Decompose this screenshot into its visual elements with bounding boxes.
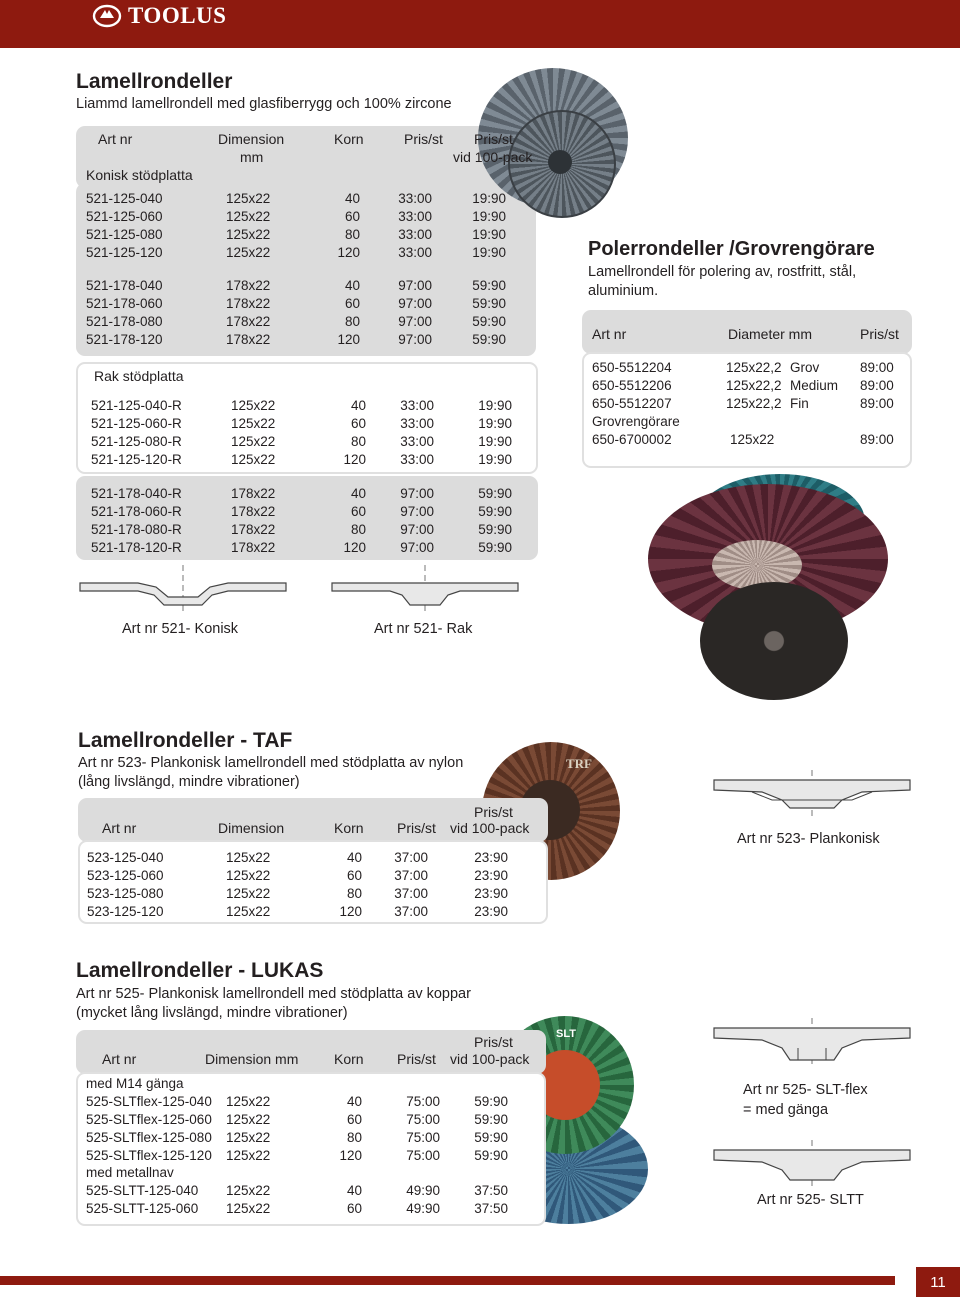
caption-slt-flex-note: = med gänga bbox=[743, 1102, 829, 1118]
lukas-metall-row-cell: 37:50 bbox=[474, 1183, 508, 1198]
konisk-178-row-cell: 178x22 bbox=[226, 296, 271, 311]
lukas-metall-row-cell: 60 bbox=[346, 1201, 362, 1216]
taf-row-cell: 60 bbox=[346, 868, 362, 883]
konisk-178-row-cell: 521-178-060 bbox=[86, 296, 163, 311]
rak-178-row-cell: 178x22 bbox=[231, 540, 276, 555]
konisk-178-row-cell: 178x22 bbox=[226, 278, 271, 293]
konisk-125-row-cell: 33:00 bbox=[398, 209, 432, 224]
lukas-m14-row-cell: 525-SLTflex-125-060 bbox=[86, 1112, 212, 1127]
konisk-178-row-cell: 60 bbox=[344, 296, 360, 311]
lukas-m14-row-cell: 125x22 bbox=[226, 1112, 271, 1127]
rak-125-row-cell: 80 bbox=[350, 434, 366, 449]
konisk-125-row-cell: 33:00 bbox=[398, 245, 432, 260]
konisk-178-row-cell: 521-178-040 bbox=[86, 278, 163, 293]
lukas-m14-row-cell: 40 bbox=[346, 1094, 362, 1109]
rak-125-row-cell: 521-125-040-R bbox=[91, 398, 182, 413]
section-subtitle: Liammd lamellrondell med glasfiberrygg och 100% zircone bbox=[76, 96, 452, 112]
rak-178-row-cell: 521-178-040-R bbox=[91, 486, 182, 501]
konisk-125-row-cell: 521-125-120 bbox=[86, 245, 163, 260]
lukas-header-pris: Pris/st bbox=[397, 1051, 436, 1067]
konisk-178-row-cell: 521-178-080 bbox=[86, 314, 163, 329]
rak-178-row-cell: 59:90 bbox=[478, 504, 512, 519]
konisk-178-row-cell: 59:90 bbox=[472, 314, 506, 329]
konisk-178-row-cell: 97:00 bbox=[398, 314, 432, 329]
rak-125-row-cell: 125x22 bbox=[231, 434, 276, 449]
group-label-grovrengorare: Grovrengörare bbox=[592, 414, 680, 429]
konisk-178-row-cell: 59:90 bbox=[472, 332, 506, 347]
taf-row-cell: 23:90 bbox=[474, 904, 508, 919]
taf-header-korn: Korn bbox=[334, 820, 364, 836]
rak-125-row-cell: 33:00 bbox=[400, 452, 434, 467]
polerrondeller-subtitle-1: Lamellrondell för polering av, rostfritt, stål, bbox=[588, 264, 857, 280]
rak-178-row-cell: 97:00 bbox=[400, 540, 434, 555]
rak-178-row-cell: 120 bbox=[343, 540, 366, 555]
polerrondeller-row-cell: 125x22,2 bbox=[726, 360, 782, 375]
taf-row-cell: 125x22 bbox=[226, 904, 271, 919]
lukas-m14-row-cell: 60 bbox=[346, 1112, 362, 1127]
taf-row-cell: 120 bbox=[339, 904, 362, 919]
rak-178-row-cell: 59:90 bbox=[478, 522, 512, 537]
lukas-m14-row-cell: 75:00 bbox=[406, 1148, 440, 1163]
lukas-metall-row-cell: 125x22 bbox=[226, 1183, 271, 1198]
section-title-lukas: Lamellrondeller - LUKAS bbox=[76, 959, 324, 982]
konisk-125-row-cell: 33:00 bbox=[398, 227, 432, 242]
konisk-178-row-cell: 97:00 bbox=[398, 296, 432, 311]
rak-125-row-cell: 19:90 bbox=[478, 452, 512, 467]
rak-178-row-cell: 521-178-080-R bbox=[91, 522, 182, 537]
caption-rak: Art nr 521- Rak bbox=[374, 621, 473, 637]
page-number: 11 bbox=[916, 1267, 960, 1297]
lukas-m14-row-cell: 59:90 bbox=[474, 1148, 508, 1163]
lukas-m14-row-cell: 59:90 bbox=[474, 1094, 508, 1109]
polerrondeller-row-cell: 89:00 bbox=[860, 378, 894, 393]
konisk-125-row-cell: 125x22 bbox=[226, 191, 271, 206]
taf-header-pack-size: vid 100-pack bbox=[450, 820, 530, 836]
taf-row-cell: 23:90 bbox=[474, 868, 508, 883]
konisk-178-row-cell: 97:00 bbox=[398, 278, 432, 293]
polerrondeller-row-cell: 650-5512207 bbox=[592, 396, 672, 411]
rak-178-row-cell: 178x22 bbox=[231, 522, 276, 537]
col-header-pris: Pris/st bbox=[404, 131, 443, 147]
lukas-subtitle-1: Art nr 525- Plankonisk lamellrondell med stödplatta av koppar bbox=[76, 986, 471, 1002]
rak-178-row-cell: 80 bbox=[350, 522, 366, 537]
group-label-m14: med M14 gänga bbox=[86, 1076, 184, 1091]
brand-logo-icon bbox=[92, 4, 122, 28]
taf-row-cell: 80 bbox=[346, 886, 362, 901]
col-header-korn: Korn bbox=[334, 131, 364, 147]
caption-sltt: Art nr 525- SLTT bbox=[757, 1192, 864, 1208]
rak-125-row-cell: 125x22 bbox=[231, 416, 276, 431]
polerrondeller-subtitle-2: aluminium. bbox=[588, 283, 659, 299]
konisk-178-row-cell: 521-178-120 bbox=[86, 332, 163, 347]
lukas-header-korn: Korn bbox=[334, 1051, 364, 1067]
rak-178-row-cell: 59:90 bbox=[478, 540, 512, 555]
lukas-header-dimension: Dimension mm bbox=[205, 1051, 299, 1067]
konisk-125-row-cell: 120 bbox=[337, 245, 360, 260]
polerrondeller-row-cell: Fin bbox=[790, 396, 809, 411]
konisk-125-row-cell: 33:00 bbox=[398, 191, 432, 206]
rak-178-row-cell: 97:00 bbox=[400, 522, 434, 537]
lukas-m14-row-cell: 525-SLTflex-125-080 bbox=[86, 1130, 212, 1145]
taf-row-cell: 523-125-040 bbox=[87, 850, 164, 865]
caption-konisk: Art nr 521- Konisk bbox=[122, 621, 239, 637]
taf-disc-label: TRF bbox=[566, 756, 592, 771]
konisk-178-row-cell: 178x22 bbox=[226, 332, 271, 347]
konisk-178-row-cell: 120 bbox=[337, 332, 360, 347]
col-header-pris-pack: Pris/st bbox=[474, 131, 513, 147]
grov-art: 650-6700002 bbox=[592, 432, 672, 447]
pol-header-pris: Pris/st bbox=[860, 326, 899, 342]
taf-header-pris-pack: Pris/st bbox=[474, 804, 513, 820]
rak-125-row-cell: 19:90 bbox=[478, 398, 512, 413]
polerrondeller-row-cell: Grov bbox=[790, 360, 820, 375]
lukas-metall-row-cell: 525-SLTT-125-060 bbox=[86, 1201, 199, 1216]
taf-header-pris: Pris/st bbox=[397, 820, 436, 836]
caption-plankonisk: Art nr 523- Plankonisk bbox=[737, 831, 880, 847]
lukas-m14-row-cell: 75:00 bbox=[406, 1094, 440, 1109]
rak-125-row-cell: 521-125-080-R bbox=[91, 434, 182, 449]
taf-row-cell: 37:00 bbox=[394, 904, 428, 919]
rak-125-row-cell: 125x22 bbox=[231, 398, 276, 413]
rak-178-row-cell: 97:00 bbox=[400, 486, 434, 501]
konisk-178-row-cell: 40 bbox=[344, 278, 360, 293]
sltt-profile-drawing bbox=[712, 1140, 912, 1188]
lukas-m14-row-cell: 525-SLTflex-125-040 bbox=[86, 1094, 212, 1109]
lukas-metall-row-cell: 125x22 bbox=[226, 1201, 271, 1216]
rak-125-row-cell: 33:00 bbox=[400, 416, 434, 431]
rak-profile-drawing bbox=[330, 565, 520, 613]
lukas-m14-row-cell: 125x22 bbox=[226, 1148, 271, 1163]
konisk-178-row-cell: 80 bbox=[344, 314, 360, 329]
col-header-pack-size: vid 100-pack bbox=[453, 149, 533, 165]
taf-row-cell: 37:00 bbox=[394, 868, 428, 883]
polerrondeller-row-cell: 89:00 bbox=[860, 396, 894, 411]
section-title-taf: Lamellrondeller - TAF bbox=[78, 729, 293, 752]
caption-slt-flex: Art nr 525- SLT-flex bbox=[743, 1082, 868, 1098]
taf-header-art: Art nr bbox=[102, 820, 137, 836]
taf-row-cell: 37:00 bbox=[394, 850, 428, 865]
rak-178-row-cell: 40 bbox=[350, 486, 366, 501]
konisk-178-row-cell: 97:00 bbox=[398, 332, 432, 347]
rak-125-row-cell: 521-125-060-R bbox=[91, 416, 182, 431]
lukas-m14-row-cell: 525-SLTflex-125-120 bbox=[86, 1148, 212, 1163]
konisk-125-row-cell: 19:90 bbox=[472, 227, 506, 242]
group-label-rak: Rak stödplatta bbox=[94, 368, 184, 384]
taf-row-cell: 523-125-120 bbox=[87, 904, 164, 919]
konisk-125-row-cell: 19:90 bbox=[472, 191, 506, 206]
lukas-m14-row-cell: 80 bbox=[346, 1130, 362, 1145]
taf-row-cell: 125x22 bbox=[226, 886, 271, 901]
col-header-art: Art nr bbox=[98, 131, 133, 147]
brand-logo bbox=[92, 2, 226, 30]
lukas-metall-row-cell: 37:50 bbox=[474, 1201, 508, 1216]
lukas-disc-label: SLT bbox=[556, 1028, 576, 1040]
taf-row-cell: 37:00 bbox=[394, 886, 428, 901]
rak-178-row-cell: 60 bbox=[350, 504, 366, 519]
taf-row-cell: 523-125-080 bbox=[87, 886, 164, 901]
rak-125-row-cell: 521-125-120-R bbox=[91, 452, 182, 467]
konisk-125-row-cell: 40 bbox=[344, 191, 360, 206]
pol-header-diameter: Diameter mm bbox=[728, 326, 813, 342]
rak-125-row-cell: 125x22 bbox=[231, 452, 276, 467]
rak-178-row-cell: 97:00 bbox=[400, 504, 434, 519]
lukas-m14-row-cell: 59:90 bbox=[474, 1112, 508, 1127]
rak-125-row-cell: 19:90 bbox=[478, 434, 512, 449]
taf-subtitle-2: (lång livslängd, mindre vibrationer) bbox=[78, 774, 300, 790]
rak-178-row-cell: 521-178-060-R bbox=[91, 504, 182, 519]
rak-125-row-cell: 33:00 bbox=[400, 398, 434, 413]
konisk-125-row-cell: 521-125-060 bbox=[86, 209, 163, 224]
konisk-profile-drawing bbox=[78, 565, 288, 613]
rak-178-row-cell: 178x22 bbox=[231, 486, 276, 501]
lukas-header-art: Art nr bbox=[102, 1051, 137, 1067]
lukas-m14-row-cell: 125x22 bbox=[226, 1130, 271, 1145]
rak-125-row-cell: 60 bbox=[350, 416, 366, 431]
rak-125-row-cell: 33:00 bbox=[400, 434, 434, 449]
polerrondeller-row-cell: 125x22,2 bbox=[726, 396, 782, 411]
footer-bar bbox=[0, 1276, 895, 1285]
konisk-178-row-cell: 59:90 bbox=[472, 278, 506, 293]
brand-name: TOOLUS bbox=[128, 3, 227, 28]
rak-125-row-cell: 19:90 bbox=[478, 416, 512, 431]
plankonisk-profile-drawing bbox=[712, 770, 912, 820]
taf-row-cell: 40 bbox=[346, 850, 362, 865]
lukas-header-pack-size: vid 100-pack bbox=[450, 1051, 530, 1067]
lukas-m14-row-cell: 120 bbox=[339, 1148, 362, 1163]
rak-178-row-cell: 178x22 bbox=[231, 504, 276, 519]
taf-row-cell: 523-125-060 bbox=[87, 868, 164, 883]
grov-dim: 125x22 bbox=[730, 432, 775, 447]
konisk-125-row-cell: 19:90 bbox=[472, 245, 506, 260]
lukas-metall-row-cell: 40 bbox=[346, 1183, 362, 1198]
lukas-metall-row-cell: 49:90 bbox=[406, 1183, 440, 1198]
rak-125-row-cell: 120 bbox=[343, 452, 366, 467]
grov-pris: 89:00 bbox=[860, 432, 894, 447]
taf-row-cell: 125x22 bbox=[226, 868, 271, 883]
konisk-125-row-cell: 125x22 bbox=[226, 227, 271, 242]
lukas-m14-row-cell: 59:90 bbox=[474, 1130, 508, 1145]
section-title-polerrondeller: Polerrondeller /Grovrengörare bbox=[588, 238, 875, 260]
polerrondeller-row-cell: 125x22,2 bbox=[726, 378, 782, 393]
konisk-178-row-cell: 178x22 bbox=[226, 314, 271, 329]
col-header-dimension: Dimension bbox=[218, 131, 285, 147]
taf-header-dimension: Dimension bbox=[218, 820, 285, 836]
konisk-125-row-cell: 80 bbox=[344, 227, 360, 242]
rak-178-row-cell: 521-178-120-R bbox=[91, 540, 182, 555]
taf-row-cell: 125x22 bbox=[226, 850, 271, 865]
rak-125-row-cell: 40 bbox=[350, 398, 366, 413]
konisk-125-row-cell: 521-125-080 bbox=[86, 227, 163, 242]
konisk-125-row-cell: 125x22 bbox=[226, 245, 271, 260]
group-label-konisk: Konisk stödplatta bbox=[86, 167, 193, 183]
polerrondeller-row-cell: 650-5512206 bbox=[592, 378, 672, 393]
lukas-metall-row-cell: 49:90 bbox=[406, 1201, 440, 1216]
flap-disc-decor bbox=[524, 70, 544, 90]
section-title-lamellrondeller: Lamellrondeller bbox=[76, 70, 233, 93]
lukas-subtitle-2: (mycket lång livslängd, mindre vibrationer) bbox=[76, 1005, 348, 1021]
konisk-125-row-cell: 521-125-040 bbox=[86, 191, 163, 206]
konisk-125-row-cell: 125x22 bbox=[226, 209, 271, 224]
polerrondeller-row-cell: 650-5512204 bbox=[592, 360, 672, 375]
polerrondeller-row-cell: Medium bbox=[790, 378, 839, 393]
konisk-178-row-cell: 59:90 bbox=[472, 296, 506, 311]
lukas-header-pris-pack: Pris/st bbox=[474, 1034, 513, 1050]
konisk-125-row-cell: 60 bbox=[344, 209, 360, 224]
cleaning-disc-black bbox=[700, 582, 848, 700]
konisk-125-row-cell: 19:90 bbox=[472, 209, 506, 224]
lukas-metall-row-cell: 525-SLTT-125-040 bbox=[86, 1183, 199, 1198]
lukas-m14-row-cell: 125x22 bbox=[226, 1094, 271, 1109]
taf-subtitle-1: Art nr 523- Plankonisk lamellrondell med stödplatta av nylon bbox=[78, 755, 464, 771]
slt-flex-profile-drawing bbox=[712, 1018, 912, 1068]
polerrondeller-row-cell: 89:00 bbox=[860, 360, 894, 375]
lukas-m14-row-cell: 75:00 bbox=[406, 1130, 440, 1145]
taf-row-cell: 23:90 bbox=[474, 886, 508, 901]
rak-178-row-cell: 59:90 bbox=[478, 486, 512, 501]
pol-header-art: Art nr bbox=[592, 326, 627, 342]
taf-row-cell: 23:90 bbox=[474, 850, 508, 865]
group-label-metallnav: med metallnav bbox=[86, 1165, 174, 1180]
col-header-dimension-unit: mm bbox=[240, 149, 264, 165]
flap-disc-hub bbox=[548, 150, 572, 174]
lukas-m14-row-cell: 75:00 bbox=[406, 1112, 440, 1127]
